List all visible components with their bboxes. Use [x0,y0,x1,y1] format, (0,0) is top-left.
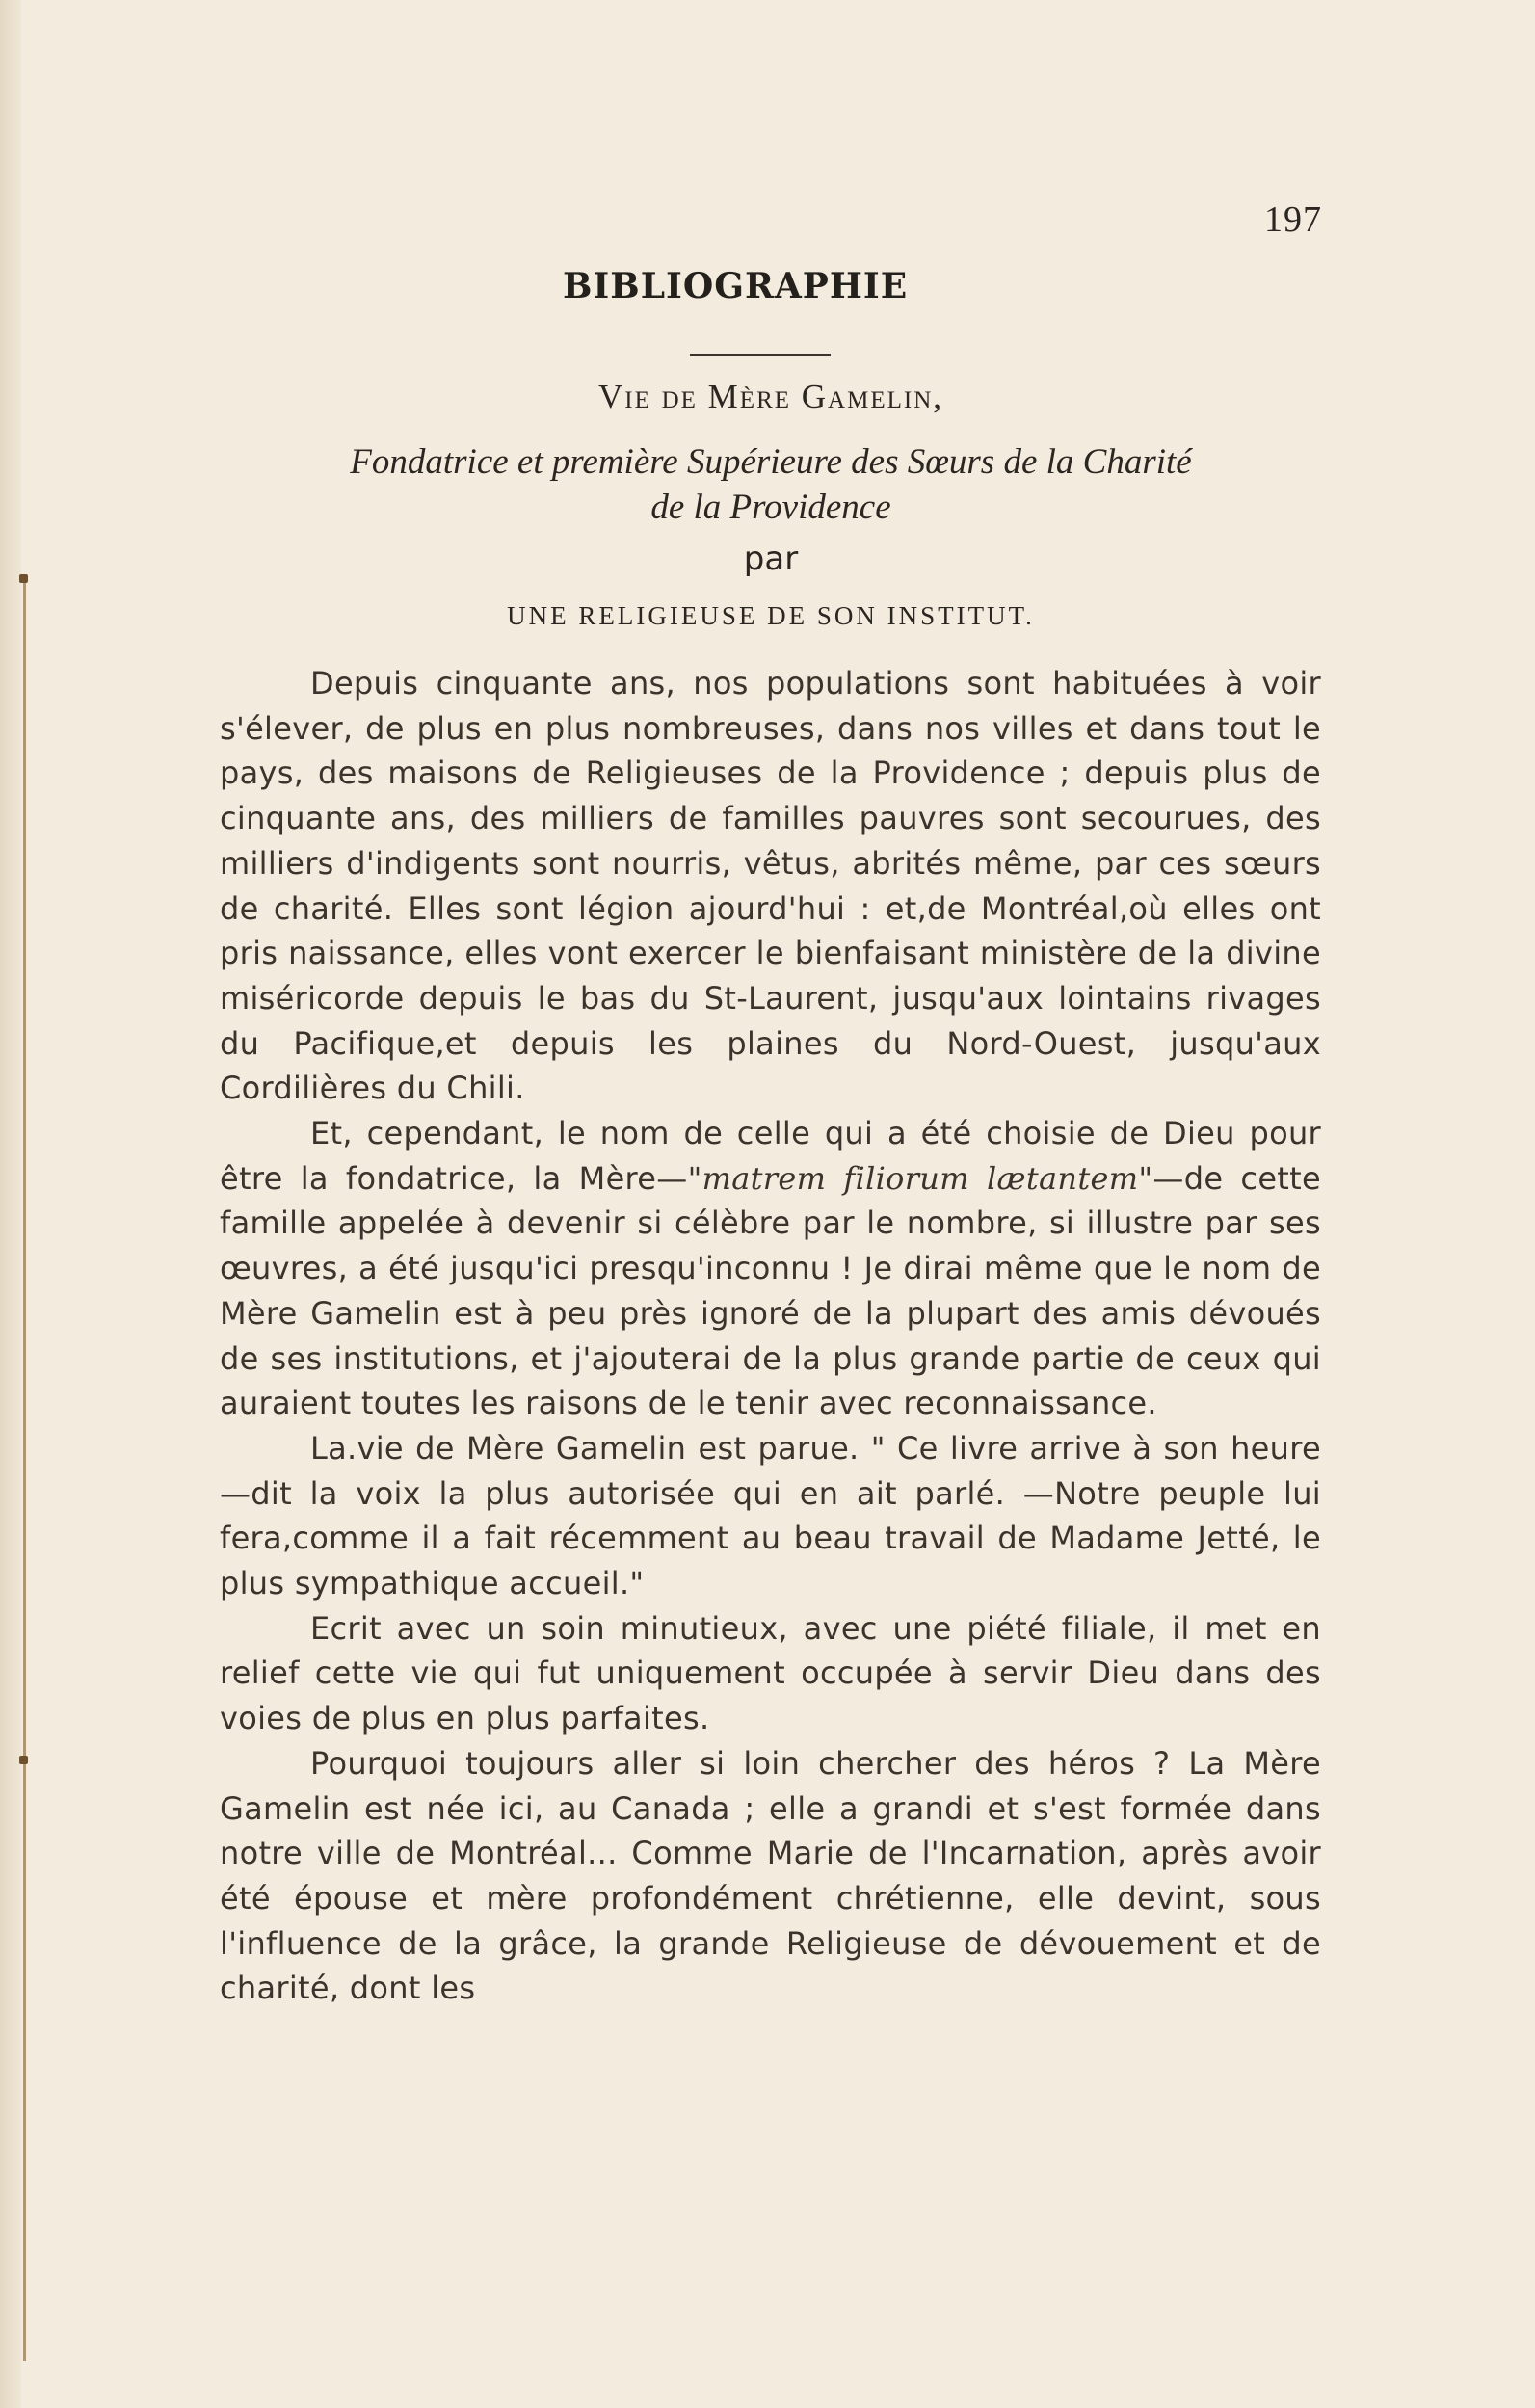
binding-mark [19,1756,28,1764]
binding-edge [0,0,21,2408]
paragraph: La.vie de Mère Gamelin est parue. " Ce livre arrive à son heure—dit la voix la plus autorisée qui en ait parlé. —Notre peuple lui fera,comme il a fait récemment au beau travail de Madame Jetté, le plus sympathique accueil." [220,1429,1321,1602]
subtitle-line: Fondatrice et première Supérieure des Sœurs de la Charité [350,442,1192,482]
binding-thread [23,578,26,2361]
page-number: 197 [1264,199,1322,240]
author-line: UNE RELIGIEUSE DE SON INSTITUT. [507,601,1035,630]
paragraph-text: Et, cependant, le nom de celle qui a été choisie de Dieu pour être la fondatrice, la Mère— [220,1115,1321,1197]
latin-quote: "matrem filiorum lætantem" [687,1159,1153,1197]
article-body [220,661,1321,2011]
subtitle-line: de la Providence [650,488,891,527]
paragraph [220,1111,1321,1426]
separator-rule [690,354,831,356]
binding-mark [19,574,28,583]
book-subtitle [212,439,1330,530]
section-heading: BIBLIOGRAPHIE [563,266,909,306]
paragraph: Depuis cinquante ans, nos populations sont habituées à voir s'élever, de plus en plus nombreuses, dans nos villes et dans tout le pays, des maisons de Religieuses de la Providence ; depuis plus de cinquante ans, des milliers de familles pauvres sont secourues, des milliers d'indigents sont nourris, vêtus, abrités même, par ces sœurs de charité. Elles sont légion ajourd'hui : et,de Montréal,où elles ont pris naissance, elles vont exercer le bienfaisant ministère de la divine miséricorde depuis le bas du St-Laurent, jusqu'aux lointains rivages du Pacifique,et depuis les plaines du Nord-Ouest, jusqu'aux Cordilières du Chili. [220,665,1321,1107]
paragraph: Pourquoi toujours aller si loin chercher des héros ? La Mère Gamelin est née ici, au Canada ; elle a grandi et s'est formée dans notre ville de Montréal... Comme Marie de l'Incarnation, après avoir été épouse et mère profondément chrétienne, elle devint, sous l'influence de la grâce, la grande Religieuse de dévouement et de charité, dont les [220,1744,1321,2007]
paragraph-text: —de cette famille appelée à devenir si célèbre par le nombre, si illustre par ses œuvres, a été jusqu'ici presqu'inconnu ! Je dirai même que le nom de Mère Gamelin est à peu près ignoré de la plupart des amis dévoués de ses institutions, et j'ajouterai de la plus grande partie de ceux qui auraient toutes les raisons de le tenir avec reconnaissance. [220,1159,1321,1422]
book-title: Vie de Mère Gamelin, [597,378,943,415]
paragraph: Ecrit avec un soin minutieux, avec une piété filiale, il met en relief cette vie qui fut uniquement occupée à servir Dieu dans des voies de plus en plus parfaites. [220,1609,1321,1737]
by-word: par [743,540,799,578]
